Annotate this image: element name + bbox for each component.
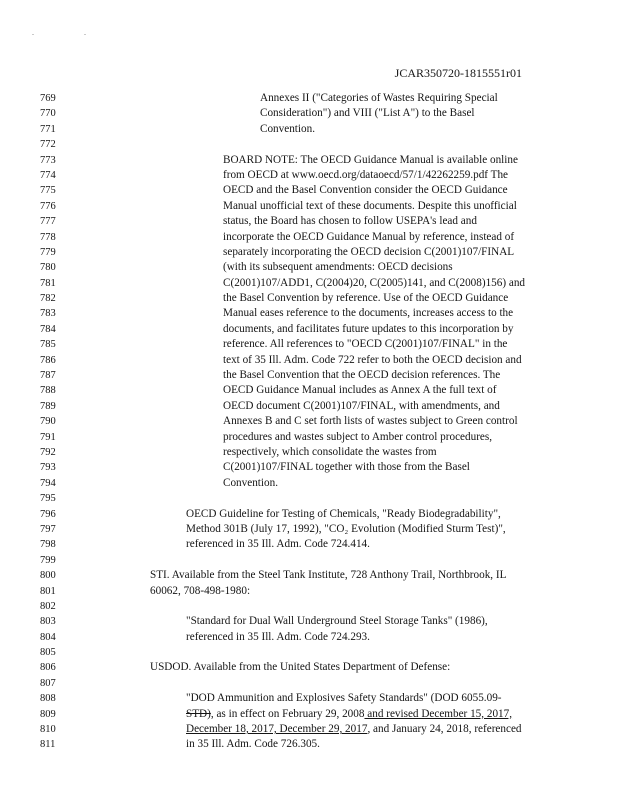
- line-number: 774: [40, 169, 56, 181]
- document-line: [0, 630, 618, 645]
- document-line: [0, 460, 618, 475]
- line-text-run: documents, and facilitates future updates to this incorporation by: [223, 322, 514, 335]
- line-text: [223, 276, 525, 291]
- line-number: 781: [40, 277, 56, 289]
- document-line: [0, 122, 618, 137]
- line-number: 790: [40, 416, 56, 428]
- line-text: [223, 199, 517, 214]
- line-text: [223, 260, 453, 275]
- document-line: [0, 722, 618, 737]
- line-text-run: separately incorporating the OECD decision C(2001)107/FINAL: [223, 245, 515, 258]
- line-text-run: BOARD NOTE: The OECD Guidance Manual is available online: [223, 153, 518, 166]
- line-text-run: Consideration") and VIII ("List A") to the Basel: [260, 107, 475, 120]
- document-line: [0, 368, 618, 383]
- line-number: 805: [40, 647, 56, 659]
- line-number: 769: [40, 93, 56, 104]
- document-line: [0, 568, 618, 583]
- line-number: 808: [40, 693, 56, 705]
- line-number: 801: [40, 585, 56, 597]
- document-line: [0, 414, 618, 429]
- line-text: [150, 660, 450, 675]
- line-text: [260, 106, 475, 121]
- line-text-run: Annexes B and C set forth lists of wastes subject to Green control: [223, 415, 518, 428]
- line-text: [223, 168, 508, 183]
- line-number: 782: [40, 293, 56, 305]
- line-text-run: 60062, 708-498-1980:: [150, 584, 251, 597]
- line-number: 785: [40, 339, 56, 351]
- line-text-run: C(2001)107/FINAL together with those from the Basel: [223, 461, 470, 474]
- line-number: 807: [40, 677, 56, 689]
- line-text-run: Method 301B (July 17, 1992), "CO₂ Evolution (Modified Sturm Test)",: [186, 522, 506, 535]
- line-text: [186, 630, 370, 645]
- document-line: [0, 183, 618, 198]
- line-text-run: in 35 Ill. Adm. Code 726.305.: [186, 738, 320, 751]
- document-line: [0, 553, 618, 568]
- line-number: 780: [40, 262, 56, 274]
- line-text: [150, 568, 506, 583]
- line-text-run: (with its subsequent amendments: OECD decisions: [223, 261, 453, 274]
- line-text: [186, 537, 370, 552]
- line-number: 783: [40, 308, 56, 320]
- document-id: JCAR350720-1815551r01: [394, 66, 522, 80]
- line-number: 795: [40, 493, 56, 505]
- document-line: [0, 199, 618, 214]
- line-text: [223, 368, 500, 383]
- line-text-run: OECD Guideline for Testing of Chemicals, "Ready Biodegradability",: [186, 507, 501, 520]
- line-text-run: the Basel Convention by reference. Use of the OECD Guidance: [223, 292, 509, 305]
- document-line: [0, 337, 618, 352]
- line-number: 796: [40, 508, 56, 520]
- document-line: [0, 476, 618, 491]
- line-number: 775: [40, 185, 56, 197]
- line-text-run: Manual eases reference to the documents, increases access to the: [223, 307, 514, 320]
- line-text: [260, 91, 498, 106]
- document-line: [0, 614, 618, 629]
- line-text: [186, 614, 488, 629]
- document-line: [0, 353, 618, 368]
- line-text-run: Manual unofficial text of these documents. Despite this unofficial: [223, 199, 517, 212]
- line-text-run: USDOD. Available from the United States Department of Defense:: [150, 661, 451, 674]
- scan-specks: . .: [32, 28, 110, 37]
- line-text-run: referenced in 35 Ill. Adm. Code 724.414.: [186, 538, 370, 551]
- line-number: 798: [40, 539, 56, 551]
- line-text: [223, 460, 470, 475]
- document-line: [0, 399, 618, 414]
- document-line: [0, 491, 618, 506]
- line-text-run: reference. All references to "OECD C(2001)107/FINAL" in the: [223, 338, 508, 351]
- line-text: [223, 414, 518, 429]
- line-number: 809: [40, 708, 56, 720]
- line-number: 777: [40, 216, 56, 228]
- line-number: 794: [40, 477, 56, 489]
- line-number: 770: [40, 108, 56, 120]
- line-number: 810: [40, 724, 56, 736]
- line-text-run: OECD Guidance Manual includes as Annex A the full text of: [223, 384, 497, 397]
- line-number: 771: [40, 123, 56, 135]
- line-number: 803: [40, 616, 56, 628]
- line-text-run: status, the Board has chosen to follow USEPA's lead and: [223, 215, 477, 228]
- line-text-run: respectively, which consolidate the wastes from: [223, 445, 437, 458]
- line-text-run: C(2001)107/ADD1, C(2004)20, C(2005)141, and C(2008)156) and: [223, 276, 526, 289]
- line-text: [223, 353, 522, 368]
- line-number: 788: [40, 385, 56, 397]
- line-text-run: STI. Available from the Steel Tank Institute, 728 Anthony Trail, Northbrook, IL: [150, 569, 507, 582]
- line-number: 776: [40, 200, 56, 212]
- line-text: [186, 522, 506, 537]
- line-number: 802: [40, 600, 56, 612]
- line-text: [223, 322, 514, 337]
- line-text-run: , and January 24, 2018, referenced: [367, 723, 522, 736]
- line-number: 779: [40, 246, 56, 258]
- line-number: 806: [40, 662, 56, 674]
- line-text: [186, 722, 522, 737]
- document-line: [0, 707, 618, 722]
- line-number: 797: [40, 523, 56, 535]
- line-number: 778: [40, 231, 56, 243]
- document-line: [0, 230, 618, 245]
- inserted-text: December 18, 2017, December 29, 2017: [186, 723, 368, 736]
- document-line: [0, 645, 618, 660]
- document-line: [0, 153, 618, 168]
- line-text: [223, 214, 477, 229]
- document-line: [0, 383, 618, 398]
- line-text-run: "Standard for Dual Wall Underground Steel Storage Tanks" (1986),: [186, 615, 488, 628]
- line-text: [223, 306, 513, 321]
- line-text-run: OECD document C(2001)107/FINAL, with amendments, and: [223, 399, 500, 412]
- inserted-text: and revised December 15, 2017,: [364, 707, 513, 720]
- line-number: 787: [40, 370, 56, 382]
- line-text-run: Annexes II ("Categories of Wastes Requiring Special: [260, 92, 498, 104]
- document-line: [0, 291, 618, 306]
- line-text-run: from OECD at www.oecd.org/dataoecd/57/1/42262259.pdf The: [223, 168, 509, 181]
- line-number: 799: [40, 554, 56, 566]
- line-number: 772: [40, 139, 56, 151]
- line-text: [223, 337, 507, 352]
- document-line: [0, 691, 618, 706]
- line-text-run: "DOD Ammunition and Explosives Safety Standards" (DOD 6055.09-: [186, 692, 502, 705]
- line-number: 786: [40, 354, 56, 366]
- line-text-run: Convention.: [223, 476, 279, 489]
- line-text-run: referenced in 35 Ill. Adm. Code 724.293.: [186, 630, 370, 643]
- line-number: 791: [40, 431, 56, 443]
- line-text: [260, 122, 315, 137]
- line-text: [223, 183, 508, 198]
- document-line: [0, 584, 618, 599]
- line-number: 773: [40, 154, 56, 166]
- document-line: [0, 322, 618, 337]
- line-list: [0, 91, 618, 753]
- document-line: [0, 276, 618, 291]
- line-text: [223, 445, 437, 460]
- line-number: 784: [40, 323, 56, 335]
- line-text: [223, 399, 500, 414]
- line-text: [223, 291, 508, 306]
- line-text-run: the Basel Convention that the OECD decision references. The: [223, 369, 501, 382]
- line-text-run: text of 35 Ill. Adm. Code 722 refer to both the OECD decision and: [223, 353, 522, 366]
- document-line: [0, 106, 618, 121]
- document-line: [0, 245, 618, 260]
- line-text: [223, 230, 514, 245]
- document-line: [0, 430, 618, 445]
- document-line: [0, 660, 618, 675]
- line-text-run: OECD and the Basel Convention consider the OECD Guidance: [223, 184, 508, 197]
- line-text: [186, 707, 512, 722]
- line-number: 792: [40, 446, 56, 458]
- document-line: [0, 445, 618, 460]
- line-text: [186, 691, 502, 706]
- document-line: [0, 260, 618, 275]
- document-line: [0, 214, 618, 229]
- line-text: [223, 430, 492, 445]
- line-text: [150, 584, 250, 599]
- document-line: [0, 537, 618, 552]
- line-text: [223, 245, 514, 260]
- document-line: [0, 522, 618, 537]
- document-line: [0, 676, 618, 691]
- document-line: [0, 599, 618, 614]
- line-text: [223, 476, 278, 491]
- document-line: [0, 137, 618, 152]
- line-text-run: Convention.: [260, 122, 316, 135]
- line-number: 811: [40, 739, 56, 751]
- line-text: [223, 383, 496, 398]
- line-number: 789: [40, 400, 56, 412]
- line-text: [186, 737, 320, 752]
- line-text-run: procedures and wastes subject to Amber control procedures,: [223, 430, 493, 443]
- line-number: 793: [40, 462, 56, 474]
- document-line: [0, 737, 618, 752]
- document-line: [0, 306, 618, 321]
- line-number: 800: [40, 570, 56, 582]
- document-line: [0, 507, 618, 522]
- document-line: [0, 91, 618, 106]
- line-text: [186, 507, 501, 522]
- struck-text: STD): [186, 707, 211, 720]
- line-number: 804: [40, 631, 56, 643]
- line-text: [223, 153, 518, 168]
- line-text-run: , as in effect on February 29, 2008: [210, 707, 365, 720]
- document-line: [0, 168, 618, 183]
- line-text-run: incorporate the OECD Guidance Manual by reference, instead of: [223, 230, 515, 243]
